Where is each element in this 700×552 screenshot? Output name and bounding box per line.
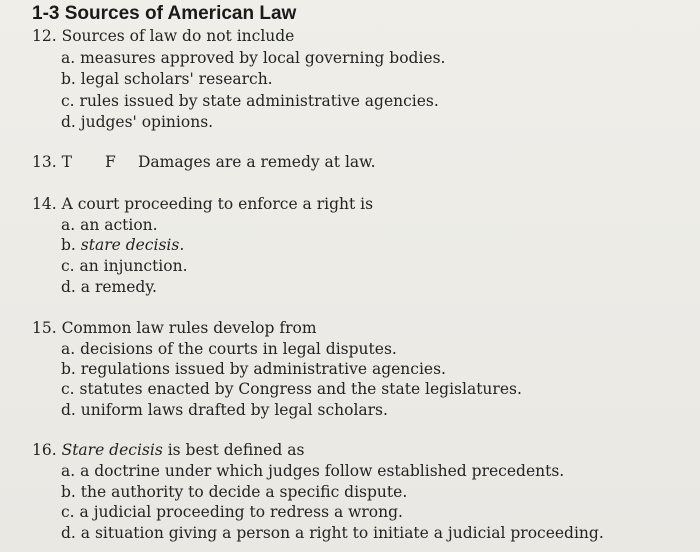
question-12-option-c: c. rules issued by state administrative agencies. <box>61 92 439 110</box>
question-16-stem <box>32 441 304 459</box>
question-13-true-mark: 13. T <box>32 153 72 171</box>
question-16-option-b: b. the authority to decide a specific dispute. <box>61 483 408 501</box>
question-12-option-a: a. measures approved by local governing bodies. <box>61 49 446 67</box>
question-16-number: 16. <box>32 441 62 459</box>
question-15-stem: 15. Common law rules develop from <box>32 319 317 337</box>
question-14-option-c: c. an injunction. <box>61 257 188 275</box>
question-14-option-b-letter: b. <box>61 236 81 254</box>
question-16-term: Stare decisis <box>61 441 163 459</box>
question-15-option-a: a. decisions of the courts in legal disputes. <box>61 340 397 358</box>
question-14-stem: 14. A court proceeding to enforce a right is <box>32 195 374 213</box>
question-14-option-d: d. a remedy. <box>61 278 157 296</box>
question-14-option-b-period: . <box>179 236 185 254</box>
question-13 <box>0 153 700 173</box>
question-16-option-c: c. a judicial proceeding to redress a wrong. <box>61 503 403 521</box>
question-15-option-c: c. statutes enacted by Congress and the state legislatures. <box>61 380 522 398</box>
question-14-option-b <box>61 236 184 254</box>
question-15-option-b: b. regulations issued by administrative agencies. <box>61 360 446 378</box>
question-14-option-a: a. an action. <box>61 216 158 234</box>
question-15-option-d: d. uniform laws drafted by legal scholars. <box>61 401 388 419</box>
section-title: 1-3 Sources of American Law <box>32 3 297 24</box>
question-13-false-mark: F <box>105 153 116 171</box>
question-16-option-a: a. a doctrine under which judges follow established precedents. <box>61 462 565 480</box>
question-13-statement: Damages are a remedy at law. <box>138 153 376 171</box>
question-16-option-d: d. a situation giving a person a right to initiate a judicial proceeding. <box>61 524 604 542</box>
question-16-stem-rest: is best defined as <box>167 441 305 459</box>
question-12-option-d: d. judges' opinions. <box>61 113 214 131</box>
question-14-option-b-term: stare decisis <box>80 236 180 254</box>
question-12-stem: 12. Sources of law do not include <box>32 27 295 45</box>
question-12-option-b: b. legal scholars' research. <box>61 70 273 88</box>
